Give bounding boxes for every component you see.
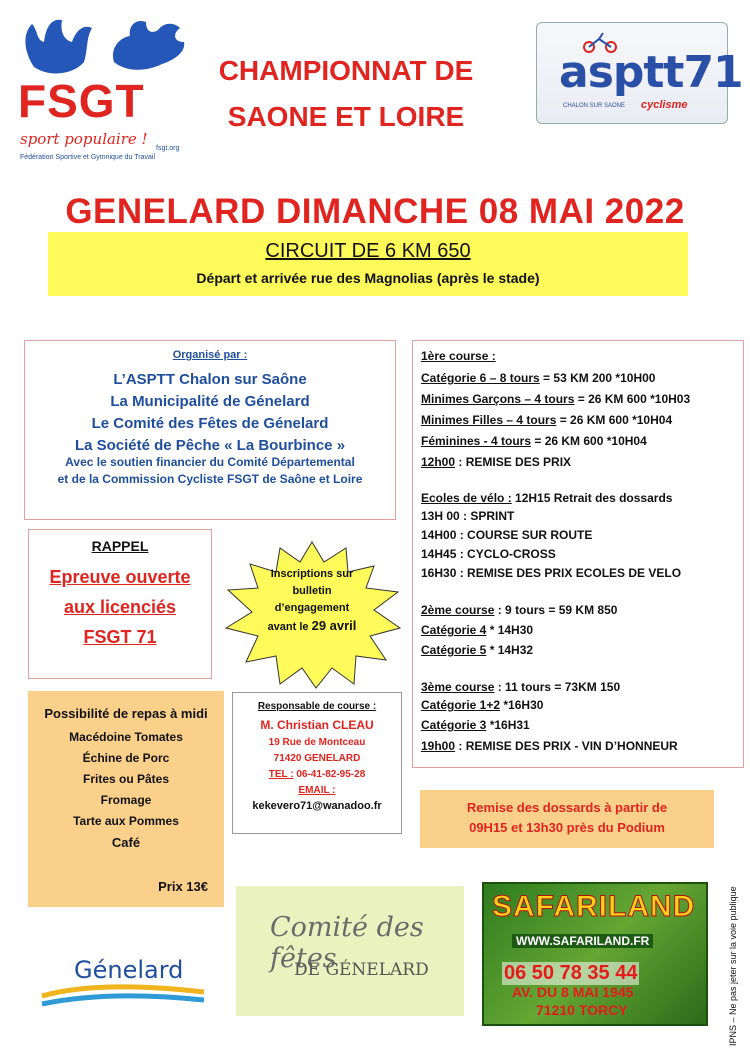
- inscriptions-line-3: d’engagement: [274, 602, 350, 614]
- course1-cat2-label: Minimes Garçons – 4 tours: [421, 392, 575, 406]
- course1-cat1-label: Catégorie 6 – 8 tours: [421, 371, 540, 385]
- ecoles-line-1: 13H 00 : SPRINT: [421, 509, 515, 523]
- contact-box: [232, 692, 402, 834]
- contact-street: 19 Rue de Montceau: [268, 737, 366, 748]
- course1-cat4-detail: = 26 KM 600 *10H04: [531, 434, 647, 448]
- course3-title: [421, 680, 620, 694]
- meal-item: Échine de Porc: [82, 751, 170, 765]
- meal-item: Fromage: [100, 793, 152, 807]
- inscriptions-line-1: Inscriptions sur: [270, 568, 354, 580]
- fsgt-slogan: sport populaire !: [20, 130, 148, 148]
- start-location: Départ et arrivée rue des Magnolias (après le stade): [196, 270, 540, 286]
- course1-cat4: [421, 434, 647, 448]
- course1-cat3-label: Minimes Filles – 4 tours: [421, 413, 557, 427]
- organiser-asptt: L’ASPTT Chalon sur Saône: [113, 371, 307, 388]
- course1-prizes-time: 12h00: [421, 455, 456, 469]
- rappel-line-2: aux licenciés: [63, 597, 177, 617]
- contact-email[interactable]: kekevero71@wanadoo.fr: [252, 800, 382, 812]
- support-line-2: et de la Commission Cycliste FSGT de Saône et Loire: [57, 472, 363, 486]
- course2-cat2: [421, 643, 533, 657]
- fsgt-url: fsgt.org: [156, 145, 180, 152]
- inscriptions-starburst: [218, 540, 406, 690]
- meal-price: Prix 13€: [158, 879, 208, 894]
- course3-cat1: [421, 698, 543, 712]
- title-line-2: SAONE ET LOIRE: [227, 101, 465, 132]
- inscriptions-deadline-prefix: avant le: [267, 621, 312, 633]
- asptt-logo: [536, 22, 743, 124]
- comite-logo: [236, 886, 464, 1016]
- organiser-peche: La Société de Pêche « La Bourbince »: [74, 437, 346, 454]
- course2-cat2-label: Catégorie 5: [421, 643, 487, 657]
- course2-cat1: [421, 623, 533, 637]
- race-program: [412, 340, 744, 768]
- fsgt-hands-icon: [14, 12, 194, 82]
- ecoles-line-2: 14H00 : COURSE SUR ROUTE: [421, 528, 593, 542]
- course1-cat3-detail: = 26 KM 600 *10H04: [556, 413, 673, 427]
- course3-title-detail: : 11 tours = 73KM 150: [494, 680, 621, 694]
- genelard-waves-icon: [38, 982, 208, 1012]
- course1-cat3: [421, 413, 672, 427]
- safariland-phone: 06 50 78 35 44: [504, 962, 638, 984]
- circuit-title: CIRCUIT DE 6 KM 650: [265, 240, 471, 262]
- course1-cat4-label: Féminines - 4 tours: [421, 434, 532, 448]
- organisers-box: [24, 340, 396, 520]
- genelard-logo: [38, 944, 208, 1014]
- meal-item: Macédoine Tomates: [69, 730, 183, 744]
- meal-title: Possibilité de repas à midi: [44, 706, 208, 721]
- contact-name: M. Christian CLEAU: [260, 718, 374, 732]
- fsgt-logo: [14, 12, 194, 172]
- course3-final: [421, 739, 678, 753]
- asptt-text: asptt71: [559, 47, 743, 98]
- course2-title: [421, 603, 617, 617]
- contact-heading: Responsable de course :: [257, 701, 377, 712]
- ecoles-line-3: 14H45 : CYCLO-CROSS: [421, 547, 556, 561]
- meal-box: [28, 691, 224, 907]
- inscriptions-text: [218, 566, 406, 636]
- meal-item: Tarte aux Pommes: [73, 814, 179, 828]
- comite-line-1: Comité des fêtes: [270, 912, 424, 974]
- course3-final-time: 19h00: [421, 739, 456, 753]
- rappel-title: RAPPEL: [91, 538, 149, 554]
- course2-title-detail: : 9 tours = 59 KM 850: [494, 603, 618, 617]
- ecoles-title-label: Ecoles de vélo :: [421, 491, 512, 505]
- safariland-url: WWW.SAFARILAND.FR: [512, 934, 653, 948]
- safariland-title: SAFARILAND: [492, 890, 696, 923]
- course3-title-label: 3ème course: [421, 680, 495, 694]
- ipns-note: IPNS – Ne pas jeter sur la voie publique: [728, 886, 738, 1046]
- championship-title: [196, 48, 496, 140]
- rappel-line-1: Epreuve ouverte: [49, 567, 191, 587]
- safariland-city: 71210 TORCY: [536, 1002, 628, 1018]
- organiser-comite: Le Comité des Fêtes de Génelard: [91, 415, 329, 432]
- course1-cat1-detail: = 53 KM 200 *10H00: [539, 371, 656, 385]
- circuit-banner: [48, 232, 688, 296]
- fsgt-federation: Fédération Sportive et Gymnique du Travail: [20, 154, 156, 161]
- course3-cat1-detail: *16H30: [500, 698, 544, 712]
- dossards-box: [420, 790, 714, 848]
- course2-cat1-label: Catégorie 4: [421, 623, 487, 637]
- course3-cat2: [421, 718, 530, 732]
- course3-final-text: : REMISE DES PRIX - VIN D’HONNEUR: [455, 739, 678, 753]
- dossards-line-1: Remise des dossards à partir de: [466, 800, 668, 815]
- course1-cat1: [421, 371, 655, 385]
- contact-phone: [233, 769, 401, 780]
- safariland-address: AV. DU 8 MAI 1945: [512, 984, 634, 1000]
- course1-title: 1ère course :: [421, 349, 496, 363]
- course3-cat2-detail: *16H31: [486, 718, 530, 732]
- asptt-subtitle: CHALON SUR SAONE: [563, 103, 626, 109]
- course1-cat2: [421, 392, 690, 406]
- course2-title-label: 2ème course: [421, 603, 495, 617]
- rappel-line-3: FSGT 71: [83, 627, 157, 647]
- course1-cat2-detail: = 26 KM 600 *10H03: [574, 392, 691, 406]
- comite-line-2: DE GÉNELARD: [294, 960, 429, 980]
- course2-cat1-detail: * 14H30: [486, 623, 534, 637]
- meal-item: Frites ou Pâtes: [82, 772, 170, 786]
- course3-cat2-label: Catégorie 3: [421, 718, 487, 732]
- dossards-line-2: 09H15 et 13h30 près du Podium: [469, 820, 665, 835]
- meal-item: Café: [111, 835, 141, 850]
- inscriptions-line-4: [218, 617, 406, 636]
- genelard-text: Génelard: [74, 956, 184, 984]
- ecoles-title-detail: 12H15 Retrait des dossards: [511, 491, 673, 505]
- contact-city: 71420 GENELARD: [273, 753, 361, 764]
- fsgt-letters: FSGT: [18, 75, 145, 127]
- support-line-1: Avec le soutien financier du Comité Départemental: [65, 455, 355, 469]
- course2-cat2-detail: * 14H32: [486, 643, 534, 657]
- course1-prizes-text: : REMISE DES PRIX: [455, 455, 572, 469]
- ecoles-line-4: 16H30 : REMISE DES PRIX ECOLES DE VELO: [421, 566, 682, 580]
- inscriptions-deadline-date: 29 avril: [311, 618, 357, 633]
- contact-phone-label: TEL :: [268, 769, 294, 780]
- title-line-1: CHAMPIONNAT DE: [218, 55, 474, 86]
- ecoles-title: [421, 491, 672, 505]
- organiser-municipalite: La Municipalité de Génelard: [110, 393, 310, 410]
- contact-phone-number: 06-41-82-95-28: [293, 769, 366, 780]
- course1-prizes: [421, 455, 571, 469]
- safariland-logo: [482, 882, 708, 1026]
- course3-cat1-label: Catégorie 1+2: [421, 698, 501, 712]
- asptt-cyclisme: cyclisme: [641, 99, 688, 111]
- inscriptions-line-2: bulletin: [292, 585, 332, 597]
- organisers-heading: Organisé par :: [172, 349, 248, 361]
- rappel-box: [28, 529, 212, 679]
- contact-email-label: EMAIL :: [298, 785, 336, 796]
- event-date: GENELARD DIMANCHE 08 MAI 2022: [65, 192, 685, 231]
